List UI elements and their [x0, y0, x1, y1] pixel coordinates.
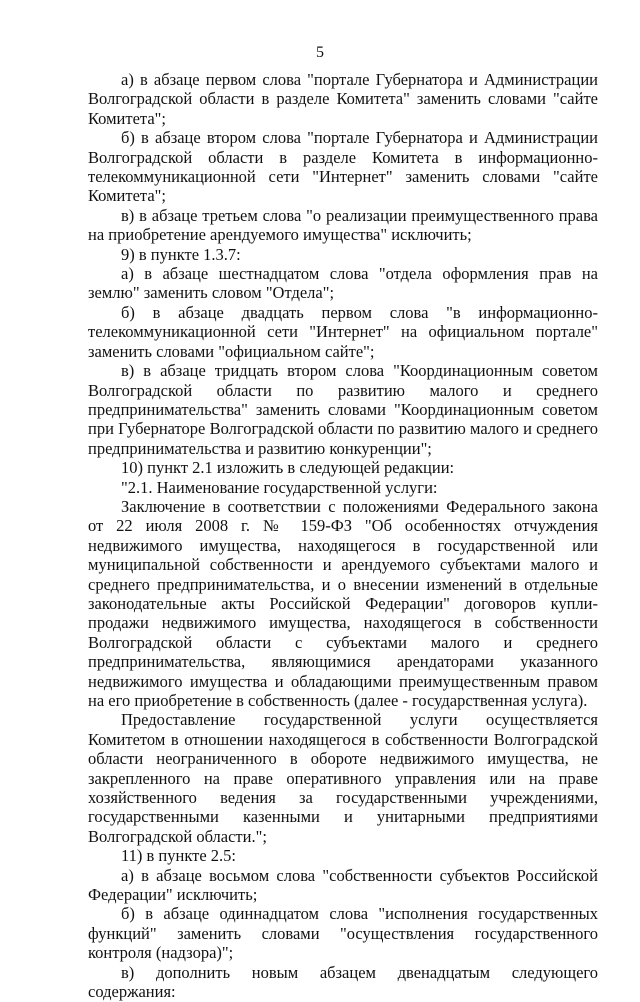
- paragraph: б) в абзаце одиннадцатом слова "исполнения государственных функций" заменить словами "осуществления государственного контроля (надзора)";: [88, 904, 598, 963]
- paragraph: Заключение в соответствии с положениями Федерального закона от 22 июля 2008 г. № 159-ФЗ "Об особенностях отчуждения недвижимого имущества, находящегося в государственной или муниципальной собственности и арендуемого субъектами малого и среднего предпринимательства, и о внесении изменений в отдельные законодательные акты Российской Федерации" договоров купли-продажи недвижимого имущества, находящегося в собственности Волгоградской области с субъектами малого и среднего предпринимательства, являющимися арендаторами указанного недвижимого имущества и обладающими преимущественным правом на его приобретение в собственность (далее - государственная услуга).: [88, 496, 598, 710]
- paragraph: а) в абзаце восьмом слова "собственности субъектов Российской Федерации" исключить;: [88, 865, 598, 905]
- paragraph: б) в абзаце двадцать первом слова "в информационно-телекоммуникационной сети "Интернет" на официальном портале" заменить словами "официальном сайте";: [88, 302, 598, 361]
- paragraph: в) в абзаце тридцать втором слова "Координационным советом Волгоградской области по развитию малого и среднего предпринимательства" заменить словами "Координационным советом при Губернаторе Волгоградской области по развитию малого и среднего предпринимательства и развитию конкуренции";: [88, 361, 598, 458]
- paragraph: б) в абзаце втором слова "портале Губернатора и Администрации Волгоградской области в разделе Комитета в информационно-телекоммуникационной сети "Интернет" заменить словами "сайте Комитета";: [88, 128, 598, 206]
- paragraph: 11) в пункте 2.5:: [121, 846, 237, 866]
- paragraph: а) в абзаце первом слова "портале Губернатора и Администрации Волгоградской области в разделе Комитета" заменить словами "сайте Комитета";: [88, 70, 598, 128]
- page-number: 5: [316, 44, 324, 61]
- paragraph: Предоставление государственной услуги осуществляется Комитетом в отношении находящегося в собственности Волгоградской области неограниченного в обороте недвижимого имущества, не закрепленного на праве оперативного управления или на праве хозяйственного ведения за государственными учреждениями, государственными казенными и унитарными предприятиями Волгоградской области.";: [88, 710, 598, 846]
- paragraph: 9) в пункте 1.3.7:: [121, 244, 241, 264]
- paragraph: а) в абзаце шестнадцатом слова "отдела оформления прав на землю" заменить словом "Отдела";: [88, 264, 598, 303]
- paragraph: "2.1. Наименование государственной услуги:: [121, 477, 438, 497]
- paragraph: в) в абзаце третьем слова "о реализации преимущественного права на приобретение арендуемого имущества" исключить;: [88, 205, 598, 245]
- paragraph: в) дополнить новым абзацем двенадцатым следующего содержания:: [88, 962, 598, 1002]
- paragraph: 10) пункт 2.1 изложить в следующей редакции:: [121, 458, 455, 478]
- document-body: [88, 70, 598, 1002]
